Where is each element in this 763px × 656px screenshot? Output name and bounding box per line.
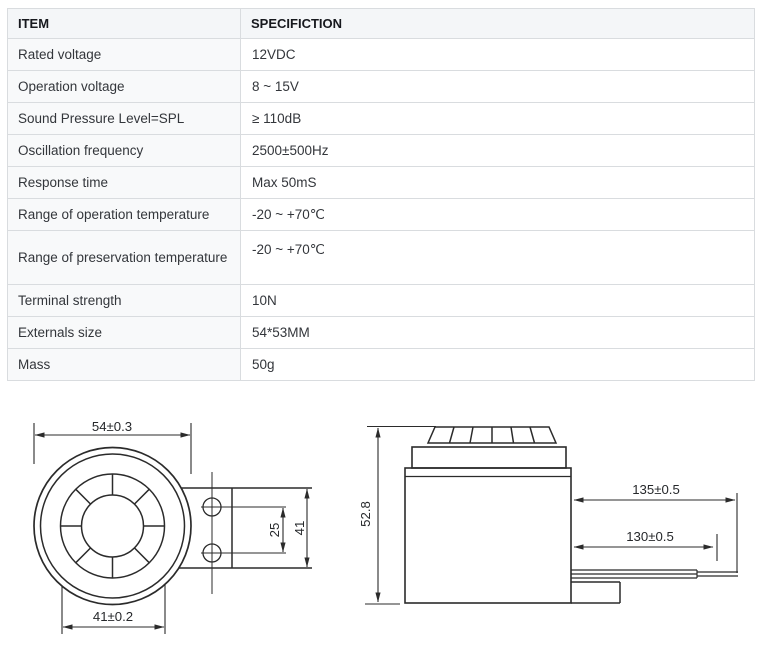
spec-value: 54*53MM bbox=[241, 317, 755, 349]
item-label: Mass bbox=[8, 349, 241, 381]
table-row bbox=[8, 199, 755, 231]
header-row bbox=[8, 9, 755, 39]
table-row bbox=[8, 231, 755, 285]
side-view-drawing bbox=[358, 427, 738, 605]
spec-value: 50g bbox=[241, 349, 755, 381]
item-label: Response time bbox=[8, 167, 241, 199]
item-label: Sound Pressure Level=SPL bbox=[8, 103, 241, 135]
dim-wire-total: 135±0.5 bbox=[632, 482, 680, 497]
spec-value: 12VDC bbox=[241, 39, 755, 71]
spec-value: 2500±500Hz bbox=[241, 135, 755, 167]
dim-wire-stripped: 130±0.5 bbox=[626, 529, 674, 544]
col-header-item: ITEM bbox=[8, 9, 241, 39]
wires bbox=[571, 570, 738, 578]
spec-value: ≥ 110dB bbox=[241, 103, 755, 135]
item-label: Terminal strength bbox=[8, 285, 241, 317]
table-row bbox=[8, 39, 755, 71]
dim-bracket-height: 41 bbox=[292, 520, 307, 536]
spec-value: -20 ~ +70℃ bbox=[241, 231, 755, 285]
item-label: Externals size bbox=[8, 317, 241, 349]
item-label: Oscillation frequency bbox=[8, 135, 241, 167]
col-header-specification: SPECIFICTION bbox=[241, 9, 755, 39]
dim-body-height: 52.8 bbox=[358, 501, 373, 527]
item-label: Rated voltage bbox=[8, 39, 241, 71]
horn-circles bbox=[34, 448, 191, 605]
table-row bbox=[8, 167, 755, 199]
body-outline bbox=[405, 447, 571, 603]
dim-base-width: 41±0.2 bbox=[92, 609, 134, 624]
side-dimension-lines bbox=[365, 427, 737, 605]
grille-spokes bbox=[61, 474, 165, 578]
spec-value: -20 ~ +70℃ bbox=[241, 199, 755, 231]
specification-table bbox=[7, 8, 755, 381]
table-row bbox=[8, 103, 755, 135]
front-view-drawing bbox=[34, 419, 312, 634]
dim-outer-diameter: 54±0.3 bbox=[91, 419, 133, 434]
table-row bbox=[8, 349, 755, 381]
spec-value: 10N bbox=[241, 285, 755, 317]
item-label: Range of preservation temperature bbox=[8, 231, 241, 285]
horn-top bbox=[428, 427, 556, 443]
table-row bbox=[8, 135, 755, 167]
table-row bbox=[8, 317, 755, 349]
technical-drawings bbox=[0, 400, 763, 656]
spec-value: Max 50mS bbox=[241, 167, 755, 199]
table-row bbox=[8, 71, 755, 103]
bracket-foot bbox=[571, 582, 620, 603]
spec-value: 8 ~ 15V bbox=[241, 71, 755, 103]
item-label: Operation voltage bbox=[8, 71, 241, 103]
item-label: Range of operation temperature bbox=[8, 199, 241, 231]
table-row bbox=[8, 285, 755, 317]
dim-hole-spacing: 25 bbox=[267, 522, 282, 538]
